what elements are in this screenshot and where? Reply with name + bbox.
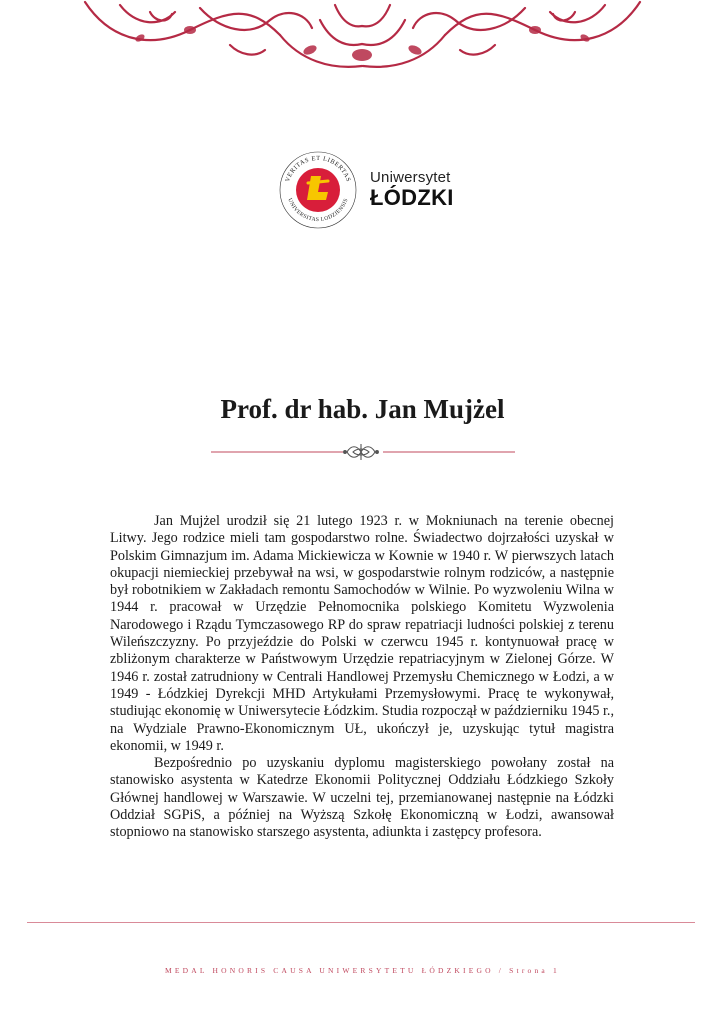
logo-line-uniwersytet: Uniwersytet [370, 169, 451, 186]
paragraph: Jan Mujżel urodził się 21 lutego 1923 r. w Mokniunach na terenie obecnej Litwy. Jego rodzice mieli tam gospodarstwo rolne. Świadectwo dojrzałości uzyskał w Polskim Gimnazjum im. Adama Mickiewicza w Kownie w 1940 r. W pierwszych latach okupacji niemieckiej przebywał na wsi, w gospodarstwie rolnym rodziców, a następnie był robotnikiem w Zakładach remontu Samochodów w Wilnie. Po wyzwoleniu Wilna w 1944 r. pracował w Urzędzie Pełnomocnika polskiego Komitetu Wyzwolenia Narodowego i Rządu Tymczasowego RP do spraw repatriacji ludności polskiej z terenu Wileńszczyzny. Po przyjeździe do Polski w czerwcu 1945 r. kontynuował pracę w zbliżonym charakterze w Państwowym Urzędzie repatriacyjnym w Zielonej Górze. W 1946 r. został zatrudniony w Centrali Handlowej Przemysłu Chemicznego w Łodzi, a w 1949 - Łódzkiej Dyrekcji MHD Artykułami Przemysłowymi. Pracę te wykonywał, studiując ekonomię w Uniwersytecie Łódzkim. Studia rozpoczął w październiku 1945 r., na Wydziale Prawno-Ekonomicznym UŁ, ukończył je, uzyskując tytuł magistra ekonomii, w 1949 r. [110, 513, 614, 754]
biography-text [110, 513, 614, 842]
university-logo[interactable] [278, 150, 468, 230]
seal-motto-bottom: UNIVERSITAS LODZIENSIS [286, 197, 350, 224]
university-seal-icon [278, 150, 358, 230]
floral-ornament-icon [80, 0, 645, 75]
logo-wordmark [370, 170, 454, 210]
footer-divider [27, 922, 695, 923]
page-title: Prof. dr hab. Jan Mujżel [220, 394, 505, 424]
logo-line-lodzki: ŁÓDZKI [370, 185, 454, 210]
decorative-divider-icon [211, 441, 515, 463]
footer-text: MEDAL HONORIS CAUSA UNIWERSYTETU ŁÓDZKIEGO / Strona 1 [165, 966, 560, 975]
seal-motto-top: VERITAS ET LIBERTAS [284, 154, 352, 183]
paragraph: Bezpośrednio po uzyskaniu dyplomu magisterskiego powołany został na stanowisko asystenta w Katedrze Ekonomii Politycznej Oddziału Łódzkiego Szkoły Głównej handlowej w Warszawie. W uczelni tej, przemianowanej następnie na Łódzki Oddział SGPiS, a później na Wyższą Szkołę Ekonomiczną w Łodzi, awansował stopniowo na stanowisko starszego asystenta, adiunkta i zastępcy profesora. [110, 755, 614, 841]
